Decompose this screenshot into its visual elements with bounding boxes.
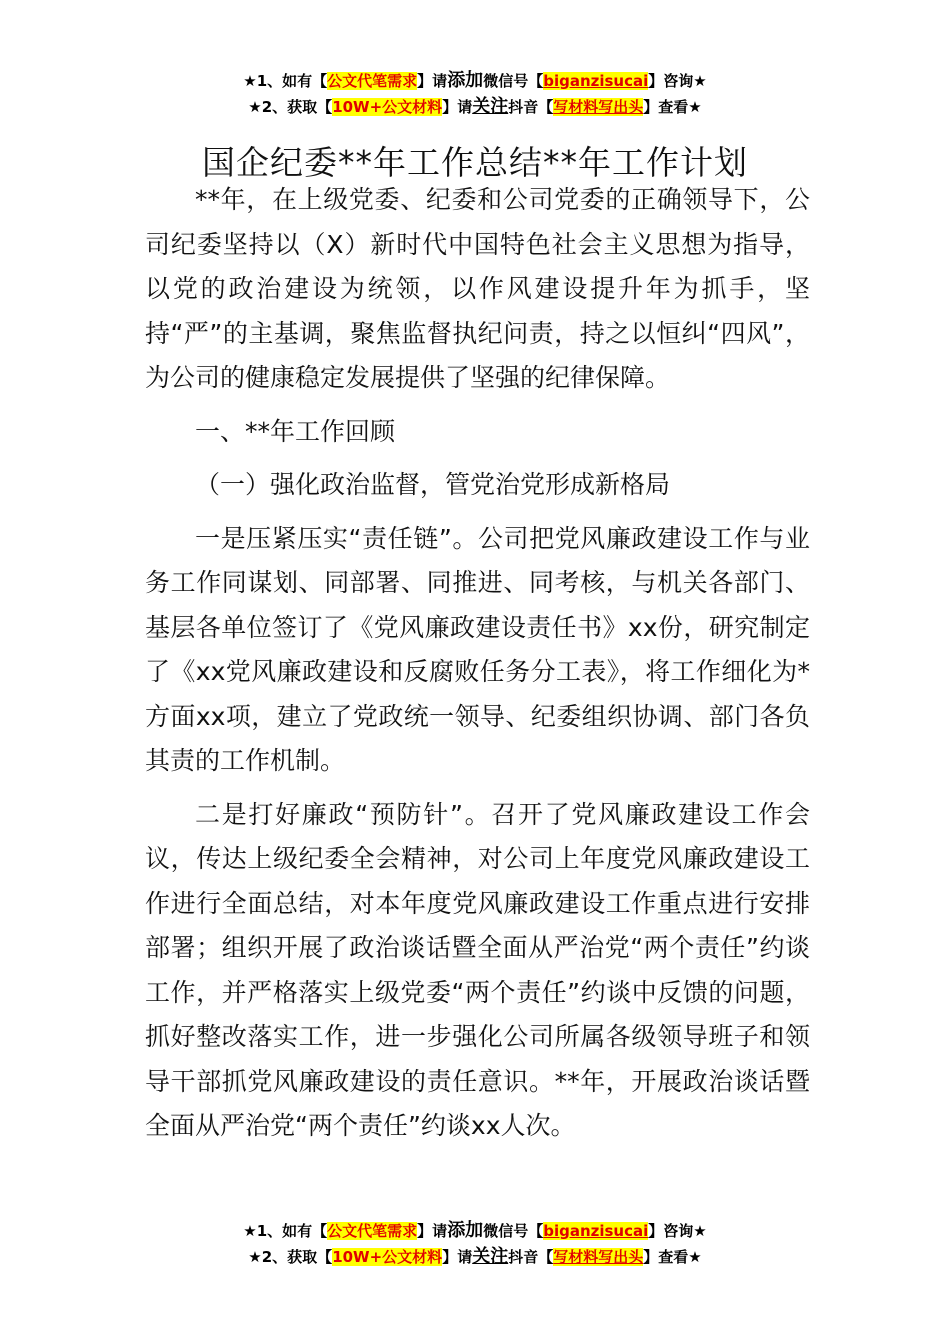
promo-text: 抖音【 [508,1248,554,1266]
promo-emphasis: 关注 [472,1246,509,1267]
promo-text: 】咨询★ [648,72,707,90]
promo-wechat-id: biganzisucai [543,72,649,90]
promo-text: 】请 [442,98,473,116]
promo-emphasis: 添加 [447,70,484,91]
document-body [145,178,810,1149]
promo-text: ★1、如有【 [243,1222,328,1240]
promo-text: ★2、获取【 [248,98,333,116]
promo-text: 】查看★ [643,1248,702,1266]
promo-text: 微信号【 [483,72,544,90]
promo-highlight: 公文代笔需求 [327,72,418,90]
section-heading: 一、**年工作回顾 [195,416,396,446]
promo-text: 】查看★ [643,98,702,116]
promo-highlight: 10W+公文材料 [332,1248,443,1266]
promo-wechat-id: biganzisucai [543,1222,649,1240]
promo-douyin-id: 写材料写出头 [553,1248,644,1266]
promo-text: 微信号【 [483,1222,544,1240]
promo-line-2 [0,1244,950,1270]
subsection-heading: （一）强化政治监督，管党治党形成新格局 [195,470,671,499]
promo-douyin-id: 写材料写出头 [553,98,644,116]
promo-text: 】咨询★ [648,1222,707,1240]
promo-line-1 [0,68,950,94]
intro-paragraph: **年，在上级党委、纪委和公司党委的正确领导下，公司纪委坚持以（X）新时代中国特色社会主义思想为指导，以党的政治建设为统领，以作风建设提升年为抓手，坚持“严”的主基调，聚焦监督执纪问责，持之以恒纠“四风”，为公司的健康稳定发展提供了坚强的纪律保障。 [145,185,810,392]
promo-banner-top [0,68,950,120]
promo-text: 抖音【 [508,98,554,116]
promo-highlight: 10W+公文材料 [332,98,443,116]
body-paragraph: 一是压紧压实“责任链”。公司把党风廉政建设工作与业务工作同谋划、同部署、同推进、同考核，与机关各部门、基层各单位签订了《党风廉政建设责任书》xx份，研究制定了《xx党风廉政建设和反腐败任务分工表》，将工作细化为*方面xx项，建立了党政统一领导、纪委组织协调、部门各负其责的工作机制。 [145,523,810,775]
promo-line-2 [0,94,950,120]
promo-text: 】请 [417,72,448,90]
promo-text: 】请 [442,1248,473,1266]
promo-text: ★1、如有【 [243,72,328,90]
body-paragraph: 二是打好廉政“预防针”。召开了党风廉政建设工作会议，传达上级纪委全会精神，对公司上年度党风廉政建设工作进行全面总结，对本年度党风廉政建设工作重点进行安排部署；组织开展了政治谈话暨全面从严治党“两个责任”约谈工作，并严格落实上级党委“两个责任”约谈中反馈的问题，抓好整改落实工作，进一步强化公司所属各级领导班子和领导干部抓党风廉政建设的责任意识。**年，开展政治谈话暨全面从严治党“两个责任”约谈xx人次。 [145,799,810,1140]
promo-highlight: 公文代笔需求 [327,1222,418,1240]
promo-text: ★2、获取【 [248,1248,333,1266]
promo-emphasis: 关注 [472,96,509,117]
promo-line-1 [0,1218,950,1244]
document-title: 国企纪委**年工作总结**年工作计划 [202,143,748,183]
promo-text: 】请 [417,1222,448,1240]
promo-banner-bottom [0,1218,950,1270]
promo-emphasis: 添加 [447,1220,484,1241]
